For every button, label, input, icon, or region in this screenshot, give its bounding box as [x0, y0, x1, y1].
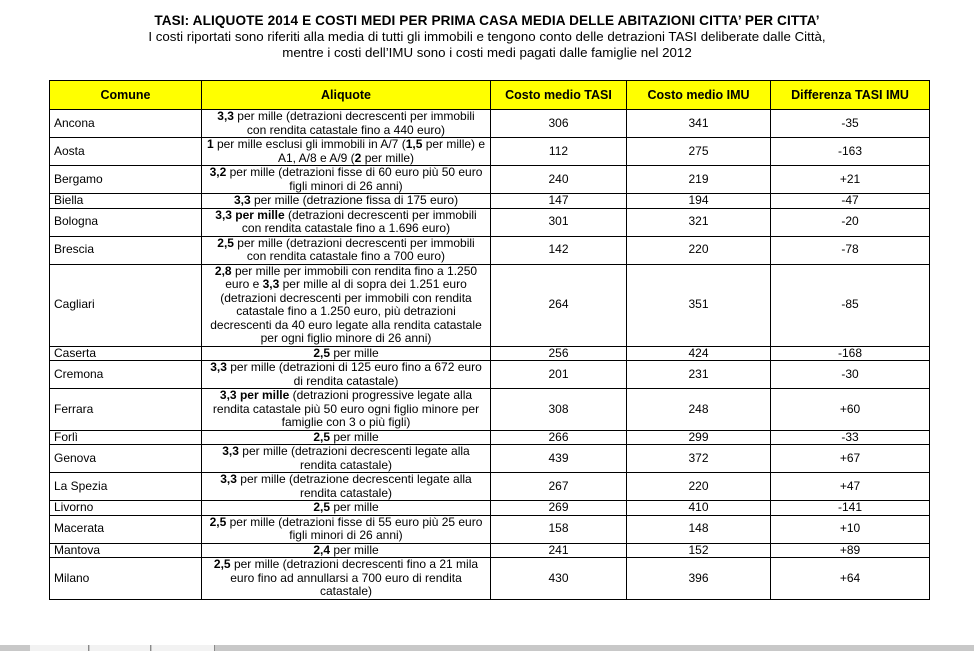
- cell-aliquote: [202, 208, 491, 236]
- cell-costo-medio-imu: 424: [627, 346, 771, 361]
- table-row: [50, 166, 930, 194]
- cell-costo-medio-imu: 152: [627, 543, 771, 558]
- cell-costo-medio-tasi: 158: [491, 515, 627, 543]
- cell-differenza: -141: [771, 501, 930, 516]
- document-title: TASI: ALIQUOTE 2014 E COSTI MEDI PER PRIMA CASA MEDIA DELLE ABITAZIONI CITTA’ PER CITTA’: [154, 13, 820, 28]
- cell-comune: Milano: [50, 558, 202, 600]
- cell-differenza: -85: [771, 264, 930, 346]
- cell-costo-medio-tasi: 201: [491, 361, 627, 389]
- cell-aliquote: [202, 501, 491, 516]
- table-row: [50, 558, 930, 600]
- aliquota-text: per mille (detrazione decrescenti legate alla rendita catastale): [236, 472, 472, 500]
- cell-aliquote: [202, 236, 491, 264]
- cell-costo-medio-tasi: 269: [491, 501, 627, 516]
- cell-differenza: +47: [771, 473, 930, 501]
- aliquota-rate: 3,3 per mille: [219, 388, 290, 402]
- aliquota-text: per mille (detrazioni decrescenti per immobili con rendita catastale fino a 700 euro): [233, 235, 475, 263]
- aliquota-text: per mille (detrazione fissa di 175 euro): [250, 193, 459, 207]
- aliquota-text: (detrazioni progressive legate alla rendita catastale più 50 euro ogni figlio minore per famiglie con 3 o più figli): [212, 388, 480, 429]
- cell-costo-medio-imu: 351: [627, 264, 771, 346]
- cell-aliquote: [202, 264, 491, 346]
- cell-aliquote: [202, 194, 491, 209]
- table-row: [50, 430, 930, 445]
- cell-differenza: +64: [771, 558, 930, 600]
- aliquota-text: per mille: [330, 345, 379, 360]
- column-header-differenza-tasi-imu: Differenza TASI IMU: [771, 81, 930, 110]
- document-header: [0, 0, 974, 61]
- cell-costo-medio-tasi: 147: [491, 194, 627, 209]
- sheet-tab[interactable]: [30, 645, 89, 651]
- cell-differenza: -168: [771, 346, 930, 361]
- cell-costo-medio-imu: 220: [627, 236, 771, 264]
- table-row: [50, 264, 930, 346]
- aliquota-text: per mille (detrazioni di 125 euro fino a 672 euro di rendita catastale): [226, 360, 482, 388]
- cell-costo-medio-tasi: 266: [491, 430, 627, 445]
- cell-differenza: -30: [771, 361, 930, 389]
- aliquota-text: per mille (detrazioni decrescenti fino a 21 mila euro fino ad annullarsi a 700 euro di rendita catastale): [230, 557, 479, 598]
- cell-costo-medio-tasi: 301: [491, 208, 627, 236]
- aliquota-rate: 2: [354, 150, 362, 165]
- cell-costo-medio-imu: 275: [627, 138, 771, 166]
- aliquota-text: (detrazioni decrescenti per immobili con rendita catastale fino a 1.250 euro, più detrazioni decrescenti da 40 euro legate alla rendita catastale per ogni figlio minore di 26 anni): [210, 290, 482, 345]
- cell-comune: Ferrara: [50, 389, 202, 431]
- aliquota-text: (detrazioni decrescenti per immobili con rendita catastale fino a 1.696 euro): [241, 207, 477, 235]
- cell-costo-medio-imu: 410: [627, 501, 771, 516]
- cell-comune: Bologna: [50, 208, 202, 236]
- aliquota-rate: 3,3: [210, 360, 227, 374]
- cell-costo-medio-tasi: 112: [491, 138, 627, 166]
- cell-aliquote: [202, 138, 491, 166]
- cell-aliquote: [202, 543, 491, 558]
- aliquota-rate: 1,5: [405, 137, 423, 151]
- aliquota-rate: 2,5: [209, 514, 227, 529]
- cell-costo-medio-tasi: 430: [491, 558, 627, 600]
- cell-aliquote: [202, 473, 491, 501]
- cell-differenza: +67: [771, 445, 930, 473]
- cell-comune: Macerata: [50, 515, 202, 543]
- cell-costo-medio-tasi: 308: [491, 389, 627, 431]
- cell-costo-medio-imu: 396: [627, 558, 771, 600]
- table-row: [50, 543, 930, 558]
- table-row: [50, 445, 930, 473]
- cell-costo-medio-imu: 341: [627, 110, 771, 138]
- cell-aliquote: [202, 346, 491, 361]
- cell-costo-medio-tasi: 142: [491, 236, 627, 264]
- table-row: [50, 501, 930, 516]
- column-header-costo-medio-tasi: Costo medio TASI: [491, 81, 627, 110]
- table-row: [50, 473, 930, 501]
- cell-aliquote: [202, 558, 491, 600]
- cell-costo-medio-tasi: 439: [491, 445, 627, 473]
- cell-differenza: +21: [771, 166, 930, 194]
- cell-costo-medio-imu: 148: [627, 515, 771, 543]
- cell-comune: Genova: [50, 445, 202, 473]
- column-header-comune: Comune: [50, 81, 202, 110]
- aliquota-rate: 2,5: [313, 500, 330, 514]
- table-row: [50, 194, 930, 209]
- cell-differenza: -78: [771, 236, 930, 264]
- table-row: [50, 138, 930, 166]
- cell-costo-medio-imu: 248: [627, 389, 771, 431]
- cell-comune: Cremona: [50, 361, 202, 389]
- cell-aliquote: [202, 515, 491, 543]
- cell-costo-medio-tasi: 306: [491, 110, 627, 138]
- document-subtitle-line-2: mentre i costi dell’IMU sono i costi medi pagati dalle famiglie nel 2012: [282, 45, 692, 60]
- cell-aliquote: [202, 110, 491, 138]
- cell-differenza: +60: [771, 389, 930, 431]
- aliquota-text: per mille: [330, 542, 379, 557]
- aliquota-rate: 3,3 per mille: [215, 207, 285, 222]
- cell-costo-medio-tasi: 267: [491, 473, 627, 501]
- column-header-aliquote: Aliquote: [202, 81, 491, 110]
- aliquota-text: per mille) e A1, A/8 e A/9 (: [277, 137, 486, 165]
- aliquota-text: per mille: [330, 500, 379, 514]
- aliquota-rate: 3,3: [220, 472, 237, 486]
- cell-costo-medio-imu: 372: [627, 445, 771, 473]
- cell-comune: Forlì: [50, 430, 202, 445]
- aliquota-text: per mille esclusi gli immobili in A/7 (: [213, 137, 406, 151]
- aliquota-text: per mille: [330, 429, 379, 444]
- aliquota-text: per mille per immobili con rendita fino a 1.250 euro e: [225, 263, 478, 291]
- table-row: [50, 389, 930, 431]
- aliquota-text: per mille (detrazioni decrescenti per immobili con rendita catastale fino a 440 euro): [233, 109, 475, 137]
- column-header-costo-medio-imu: Costo medio IMU: [627, 81, 771, 110]
- aliquota-rate: 2,5: [213, 557, 231, 571]
- aliquota-rate: 2,4: [313, 542, 330, 557]
- cell-comune: Brescia: [50, 236, 202, 264]
- aliquota-rate: 2,5: [313, 429, 330, 444]
- aliquota-rate: 1: [206, 137, 214, 151]
- cell-comune: Biella: [50, 194, 202, 209]
- cell-comune: Bergamo: [50, 166, 202, 194]
- cell-costo-medio-tasi: 241: [491, 543, 627, 558]
- cell-comune: Cagliari: [50, 264, 202, 346]
- cell-costo-medio-imu: 299: [627, 430, 771, 445]
- aliquota-text: per mille (detrazioni fisse di 55 euro più 25 euro figli minori di 26 anni): [226, 514, 483, 542]
- cell-costo-medio-tasi: 264: [491, 264, 627, 346]
- cell-costo-medio-imu: 219: [627, 166, 771, 194]
- sheet-tab[interactable]: [90, 645, 151, 651]
- aliquota-rate: 3,3: [217, 109, 234, 123]
- cell-differenza: -47: [771, 194, 930, 209]
- table-body: [50, 110, 930, 600]
- aliquota-rate: 2,8: [214, 263, 232, 278]
- cell-differenza: +10: [771, 515, 930, 543]
- cell-differenza: +89: [771, 543, 930, 558]
- aliquota-rate: 3,3: [262, 277, 280, 291]
- cell-differenza: -35: [771, 110, 930, 138]
- table-row: [50, 110, 930, 138]
- aliquota-text: per mille (detrazioni fisse di 60 euro più 50 euro figli minori di 26 anni): [226, 165, 483, 193]
- cell-aliquote: [202, 361, 491, 389]
- aliquota-rate: 3,3: [222, 444, 239, 458]
- table-row: [50, 208, 930, 236]
- cell-aliquote: [202, 166, 491, 194]
- cell-comune: Caserta: [50, 346, 202, 361]
- cell-costo-medio-tasi: 240: [491, 166, 627, 194]
- cell-costo-medio-imu: 231: [627, 361, 771, 389]
- aliquota-rate: 3,3: [233, 193, 251, 207]
- cell-comune: Aosta: [50, 138, 202, 166]
- aliquota-rate: 3,2: [209, 165, 227, 179]
- sheet-tab-strip: [0, 645, 974, 651]
- cell-costo-medio-imu: 194: [627, 194, 771, 209]
- cell-differenza: -20: [771, 208, 930, 236]
- aliquota-rate: 2,5: [217, 235, 234, 250]
- aliquota-rate: 2,5: [313, 345, 330, 360]
- document-subtitle-line-1: I costi riportati sono riferiti alla media di tutti gli immobili e tengono conto delle detrazioni TASI deliberate dalle Città,: [148, 29, 826, 44]
- cell-comune: Livorno: [50, 501, 202, 516]
- cell-costo-medio-imu: 321: [627, 208, 771, 236]
- table-row: [50, 515, 930, 543]
- cell-comune: La Spezia: [50, 473, 202, 501]
- cell-comune: Ancona: [50, 110, 202, 138]
- cell-costo-medio-imu: 220: [627, 473, 771, 501]
- table-row: [50, 236, 930, 264]
- cell-aliquote: [202, 430, 491, 445]
- cell-aliquote: [202, 445, 491, 473]
- aliquota-text: per mille (detrazioni decrescenti legate alla rendita catastale): [238, 444, 470, 472]
- cell-differenza: -33: [771, 430, 930, 445]
- tasi-imu-table: [49, 80, 930, 600]
- table-row: [50, 346, 930, 361]
- table-row: [50, 361, 930, 389]
- cell-aliquote: [202, 389, 491, 431]
- aliquota-text: per mille): [361, 150, 415, 165]
- cell-costo-medio-tasi: 256: [491, 346, 627, 361]
- aliquota-text: per mille al di sopra dei 1.251 euro: [279, 277, 467, 291]
- sheet-tab[interactable]: [152, 645, 215, 651]
- table-header-row: [50, 81, 930, 110]
- cell-differenza: -163: [771, 138, 930, 166]
- cell-comune: Mantova: [50, 543, 202, 558]
